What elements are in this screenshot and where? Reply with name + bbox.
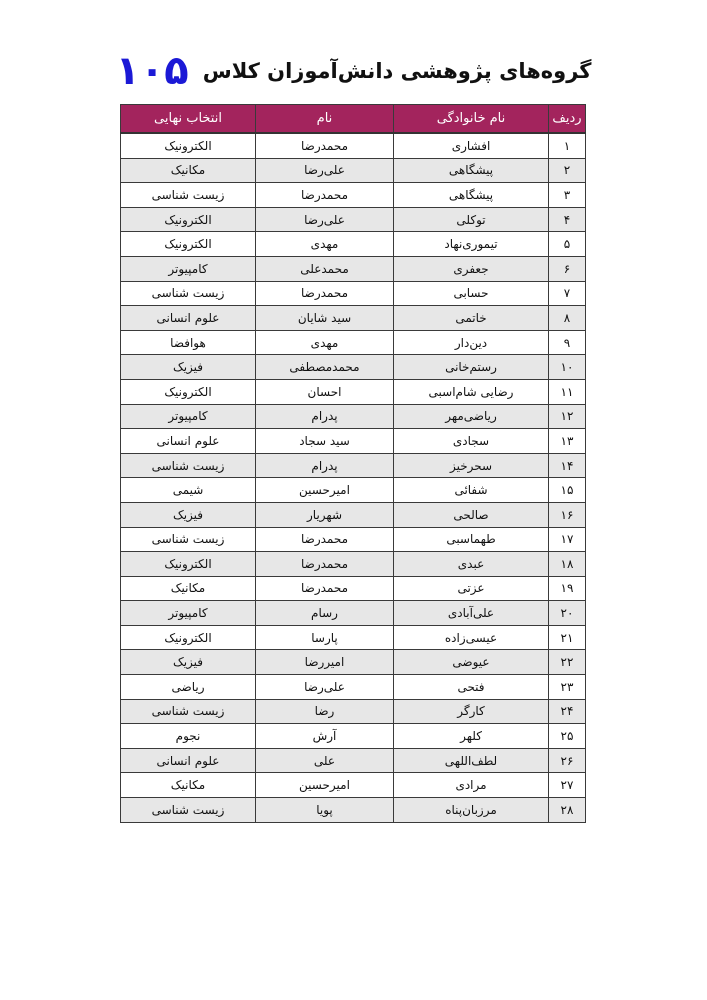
family-name-cell: دین‌دار	[394, 330, 549, 355]
family-name-cell: توکلی	[394, 207, 549, 232]
row-number-cell: ۲۵	[549, 724, 586, 749]
final-choice-cell: کامپیوتر	[121, 256, 256, 281]
header-final-choice: انتخاب نهایی	[121, 105, 256, 134]
first-name-cell: سید شایان	[256, 306, 394, 331]
row-number-cell: ۸	[549, 306, 586, 331]
family-name-cell: کارگر	[394, 699, 549, 724]
final-choice-cell: الکترونیک	[121, 625, 256, 650]
family-name-cell: کلهر	[394, 724, 549, 749]
table-row	[121, 453, 586, 478]
table-row	[121, 306, 586, 331]
first-name-cell: شهریار	[256, 502, 394, 527]
family-name-cell: پیشگاهی	[394, 158, 549, 183]
final-choice-cell: زیست شناسی	[121, 281, 256, 306]
row-number-cell: ۲۶	[549, 748, 586, 773]
table-row	[121, 675, 586, 700]
first-name-cell: محمدرضا	[256, 527, 394, 552]
family-name-cell: حسابی	[394, 281, 549, 306]
row-number-cell: ۱۳	[549, 429, 586, 454]
row-number-cell: ۱۴	[549, 453, 586, 478]
final-choice-cell: مکانیک	[121, 158, 256, 183]
final-choice-cell: الکترونیک	[121, 552, 256, 577]
first-name-cell: سید سجاد	[256, 429, 394, 454]
first-name-cell: مهدی	[256, 232, 394, 257]
row-number-cell: ۶	[549, 256, 586, 281]
row-number-cell: ۱۰	[549, 355, 586, 380]
row-number-cell: ۲۸	[549, 798, 586, 823]
first-name-cell: پدرام	[256, 453, 394, 478]
row-number-cell: ۱۸	[549, 552, 586, 577]
table-row	[121, 773, 586, 798]
table-row	[121, 650, 586, 675]
family-name-cell: علی‌آبادی	[394, 601, 549, 626]
first-name-cell: محمدرضا	[256, 281, 394, 306]
final-choice-cell: الکترونیک	[121, 379, 256, 404]
title-text: گروه‌های پژوهشی دانش‌آموزان کلاس	[202, 59, 592, 83]
table-row	[121, 429, 586, 454]
page-title	[0, 48, 707, 92]
final-choice-cell: کامپیوتر	[121, 404, 256, 429]
family-name-cell: عیسی‌زاده	[394, 625, 549, 650]
table-row	[121, 133, 586, 158]
first-name-cell: مهدی	[256, 330, 394, 355]
table-row	[121, 183, 586, 208]
first-name-cell: علی‌رضا	[256, 675, 394, 700]
header-first-name: نام	[256, 105, 394, 134]
first-name-cell: علی‌رضا	[256, 207, 394, 232]
row-number-cell: ۷	[549, 281, 586, 306]
row-number-cell: ۱۵	[549, 478, 586, 503]
first-name-cell: امیرحسین	[256, 773, 394, 798]
first-name-cell: احسان	[256, 379, 394, 404]
family-name-cell: عبدی	[394, 552, 549, 577]
table-header-row	[121, 105, 586, 134]
table-row	[121, 232, 586, 257]
table-row	[121, 527, 586, 552]
final-choice-cell: زیست شناسی	[121, 699, 256, 724]
first-name-cell: پدرام	[256, 404, 394, 429]
student-table	[120, 104, 586, 823]
row-number-cell: ۱۶	[549, 502, 586, 527]
family-name-cell: رستم‌خانی	[394, 355, 549, 380]
table-row	[121, 625, 586, 650]
table-row	[121, 748, 586, 773]
class-number: ۱۰۵	[115, 48, 189, 94]
table-row	[121, 207, 586, 232]
first-name-cell: رضا	[256, 699, 394, 724]
row-number-cell: ۲۰	[549, 601, 586, 626]
row-number-cell: ۱۱	[549, 379, 586, 404]
final-choice-cell: مکانیک	[121, 576, 256, 601]
row-number-cell: ۵	[549, 232, 586, 257]
final-choice-cell: علوم انسانی	[121, 429, 256, 454]
first-name-cell: پارسا	[256, 625, 394, 650]
table-row	[121, 330, 586, 355]
final-choice-cell: زیست شناسی	[121, 453, 256, 478]
header-family-name: نام خانوادگی	[394, 105, 549, 134]
family-name-cell: سجادی	[394, 429, 549, 454]
table-body	[121, 133, 586, 822]
first-name-cell: امیرحسین	[256, 478, 394, 503]
row-number-cell: ۹	[549, 330, 586, 355]
final-choice-cell: الکترونیک	[121, 133, 256, 158]
first-name-cell: رسام	[256, 601, 394, 626]
row-number-cell: ۲	[549, 158, 586, 183]
first-name-cell: محمدرضا	[256, 133, 394, 158]
family-name-cell: پیشگاهی	[394, 183, 549, 208]
first-name-cell: محمدرضا	[256, 576, 394, 601]
first-name-cell: محمدمصطفی	[256, 355, 394, 380]
first-name-cell: امیررضا	[256, 650, 394, 675]
table-row	[121, 552, 586, 577]
first-name-cell: آرش	[256, 724, 394, 749]
final-choice-cell: الکترونیک	[121, 207, 256, 232]
final-choice-cell: الکترونیک	[121, 232, 256, 257]
final-choice-cell: کامپیوتر	[121, 601, 256, 626]
family-name-cell: سحرخیز	[394, 453, 549, 478]
final-choice-cell: هوافضا	[121, 330, 256, 355]
family-name-cell: مرادی	[394, 773, 549, 798]
final-choice-cell: فیزیک	[121, 650, 256, 675]
row-number-cell: ۲۱	[549, 625, 586, 650]
table-row	[121, 699, 586, 724]
row-number-cell: ۲۳	[549, 675, 586, 700]
final-choice-cell: زیست شناسی	[121, 798, 256, 823]
table-row	[121, 798, 586, 823]
row-number-cell: ۲۴	[549, 699, 586, 724]
row-number-cell: ۱	[549, 133, 586, 158]
family-name-cell: عیوضی	[394, 650, 549, 675]
row-number-cell: ۱۷	[549, 527, 586, 552]
family-name-cell: مرزبان‌پناه	[394, 798, 549, 823]
row-number-cell: ۲۷	[549, 773, 586, 798]
first-name-cell: پویا	[256, 798, 394, 823]
table-row	[121, 379, 586, 404]
family-name-cell: صالحی	[394, 502, 549, 527]
table-row	[121, 478, 586, 503]
final-choice-cell: فیزیک	[121, 355, 256, 380]
row-number-cell: ۳	[549, 183, 586, 208]
table-row	[121, 158, 586, 183]
family-name-cell: فتحی	[394, 675, 549, 700]
row-number-cell: ۱۹	[549, 576, 586, 601]
final-choice-cell: زیست شناسی	[121, 183, 256, 208]
table-row	[121, 724, 586, 749]
row-number-cell: ۲۲	[549, 650, 586, 675]
row-number-cell: ۴	[549, 207, 586, 232]
final-choice-cell: فیزیک	[121, 502, 256, 527]
family-name-cell: طهماسبی	[394, 527, 549, 552]
family-name-cell: شفائی	[394, 478, 549, 503]
first-name-cell: محمدعلی	[256, 256, 394, 281]
final-choice-cell: مکانیک	[121, 773, 256, 798]
row-number-cell: ۱۲	[549, 404, 586, 429]
final-choice-cell: شیمی	[121, 478, 256, 503]
first-name-cell: محمدرضا	[256, 183, 394, 208]
table-row	[121, 355, 586, 380]
family-name-cell: ریاضی‌مهر	[394, 404, 549, 429]
family-name-cell: لطف‌اللهی	[394, 748, 549, 773]
final-choice-cell: علوم انسانی	[121, 306, 256, 331]
family-name-cell: افشاری	[394, 133, 549, 158]
first-name-cell: محمدرضا	[256, 552, 394, 577]
first-name-cell: علی	[256, 748, 394, 773]
family-name-cell: خاتمی	[394, 306, 549, 331]
header-row-number: ردیف	[549, 105, 586, 134]
table-row	[121, 601, 586, 626]
first-name-cell: علی‌رضا	[256, 158, 394, 183]
family-name-cell: جعفری	[394, 256, 549, 281]
table-row	[121, 576, 586, 601]
table-row	[121, 502, 586, 527]
family-name-cell: تیموری‌نهاد	[394, 232, 549, 257]
family-name-cell: عزتی	[394, 576, 549, 601]
family-name-cell: رضایی شام‌اسبی	[394, 379, 549, 404]
table-row	[121, 281, 586, 306]
final-choice-cell: علوم انسانی	[121, 748, 256, 773]
final-choice-cell: ریاضی	[121, 675, 256, 700]
final-choice-cell: نجوم	[121, 724, 256, 749]
table-row	[121, 404, 586, 429]
table-row	[121, 256, 586, 281]
final-choice-cell: زیست شناسی	[121, 527, 256, 552]
